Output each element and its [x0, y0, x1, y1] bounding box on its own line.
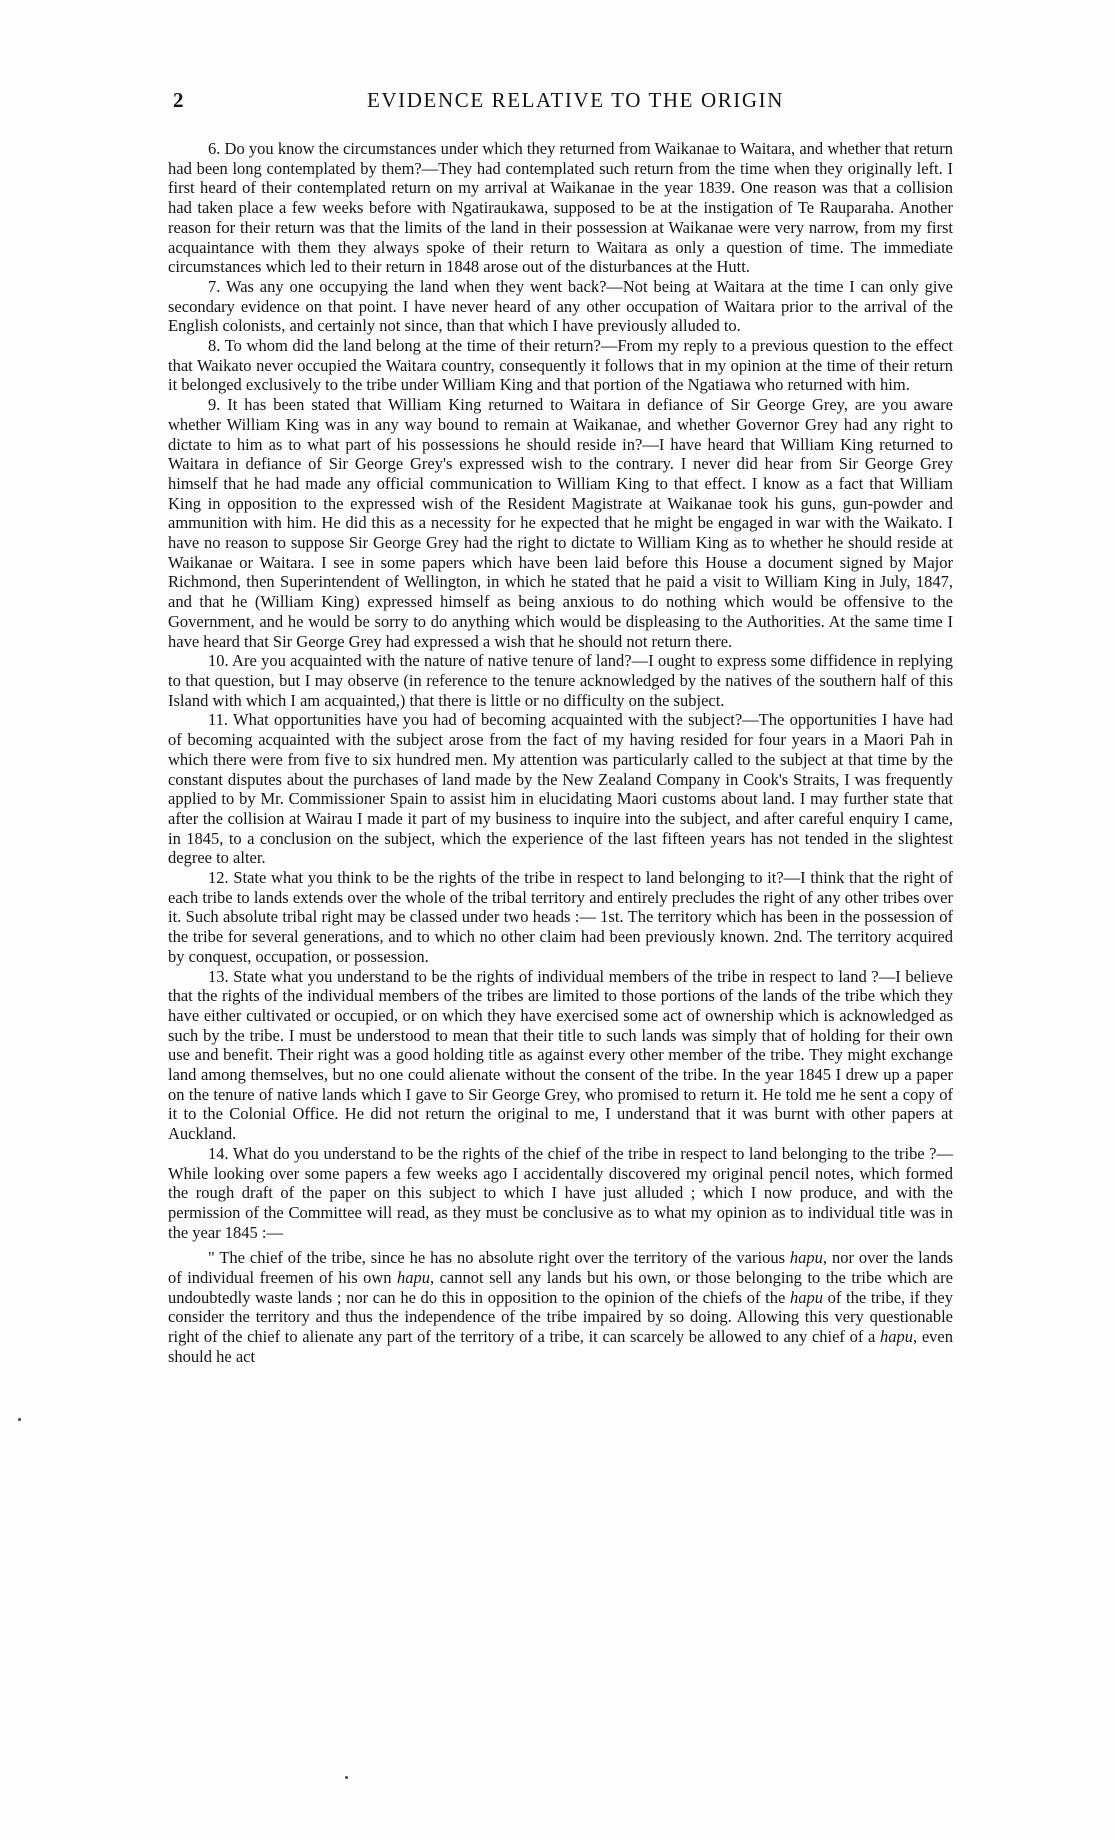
quote-italic-term: hapu	[397, 1268, 430, 1288]
quote-italic-term: hapu	[789, 1248, 823, 1268]
quote-text: , even should he act	[168, 1327, 954, 1366]
question-answer-paragraph: 12. State what you think to be the rights of the tribe in respect to land belonging to it?—I think that the right of each tribe to lands extends over the whole of the tribal territory and entirely precludes the right of any other tribes over it. Such absolute tribal right may be classed under two heads :— 1st. The territory which has been in the possession of the tribe for several generations, and to which no other claim had been previously known. 2nd. The territory acquired by conquest, occupation, or possession.	[168, 868, 953, 966]
question-answer-paragraph: 14. What do you understand to be the rights of the chief of the tribe in respect to land belonging to the tribe ?—While looking over some papers a few weeks ago I accidentally discovered my original pencil notes, which formed the rough draft of the paper on this subject to which I have just alluded ; which I now produce, and with the permission of the Committee will read, as they must be conclusive as to what my opinion as to individual title was in the year 1845 :—	[168, 1143, 953, 1242]
question-answer-paragraph: 7. Was any one occupying the land when they went back?—Not being at Waitara at the time I can only give secondary evidence on that point. I have never heard of any other occupation of Waitara prior to the arrival of the English colonists, and certainly not since, than that which I have previously alluded to.	[168, 276, 953, 336]
scan-speck	[18, 1418, 21, 1421]
quote-text: " The chief of the tribe, since he has no absolute right over the territory of the various	[208, 1248, 790, 1268]
question-answer-paragraph: 9. It has been stated that William King returned to Waitara in defiance of Sir George Grey, are you aware whether William King was in any way bound to remain at Waikanae, and whether Governor Grey had any right to dictate to him as to what part of his possessions he should reside in?—I have heard that William King returned to Waitara in defiance of Sir George Grey's expressed wish to the contrary. I never did hear from Sir George Grey himself that he had made any official communication to William King to that effect. I know as a fact that William King in opposition to the expressed wish of the Resident Magistrate at Waikanae took his guns, gun-powder and ammunition with him. He did this as a necessity for he expected that he might be engaged in war with the Waikato. I have no reason to suppose Sir George Grey had the right to dictate to William King as to whether he should reside at Waikanae or Waitara. I see in some papers which have been laid before this House a document signed by Major Richmond, then Superintendent of Wellington, in which he stated that he paid a visit to William King in July, 1847, and that he (William King) expressed himself as being anxious to do nothing which would be offensive to the Government, and he would be sorry to do anything which would be displeasing to the Authorities. At the same time I have heard that Sir George Grey had expressed a wish that he should not return there.	[168, 395, 953, 651]
quote-text: , nor over the lands of individual freemen of his own	[168, 1248, 953, 1288]
quoted-pencil-notes	[168, 1248, 953, 1366]
quote-text: of the tribe, if they consider the territory and thus the independence of the tribe impaired by so doing. Allowing this very questionable right of the chief to alienate any part of the territory of a tribe, it can scarcely be allowed to any chief of a	[168, 1287, 953, 1347]
quote-italic-term: hapu	[789, 1287, 823, 1307]
page-number: 2	[173, 88, 184, 112]
scan-speck	[345, 1776, 348, 1779]
question-answer-paragraph: 10. Are you acquainted with the nature of native tenure of land?—I ought to express some diffidence in replying to that question, but I may observe (in reference to the tenure acknowledged by the natives of the southern half of this Island with which I am acquainted,) that there is little or no difficulty on the subject.	[168, 651, 953, 710]
question-answer-paragraph: 11. What opportunities have you had of becoming acquainted with the subject?—The opportunities I have had of becoming acquainted with the subject arose from the fact of my having resided for four years in a Maori Pah in which there were from five to six hundred men. My attention was particularly called to the subject at that time by the constant disputes about the purchases of land made by the New Zealand Company in Cook's Straits, I was frequently applied to by Mr. Commissioner Spain to assist him in elucidating Maori customs about land. I may further state that after the collision at Wairau I made it part of my business to inquire into the subject, and after careful enquiry I came, in 1845, to a conclusion on the subject, which the experience of the last fifteen years has not tended in the slightest degree to alter.	[168, 710, 953, 868]
quote-text: , cannot sell any lands but his own, or those belonging to the tribe which are undoubtedly waste lands ; nor can he do this in opposition to the opinion of the chiefs of the	[168, 1268, 953, 1307]
running-title: EVIDENCE RELATIVE TO THE ORIGIN	[366, 88, 785, 112]
question-answer-paragraph: 8. To whom did the land belong at the time of their return?—From my reply to a previous question to the effect that Waikato never occupied the Waitara country, consequently it follows that in my opinion at the time of their return it belonged exclusively to the tribe under William King and that portion of the Ngatiawa who returned with him.	[168, 336, 953, 395]
quote-italic-term: hapu	[880, 1327, 914, 1347]
question-answer-paragraph: 13. State what you understand to be the rights of individual members of the tribe in respect to land ?—I believe that the rights of the individual members of the tribes are limited to those portions of the lands of the tribe which they have either cultivated or occupied, or on which they have exercised some act of ownership which is acknowledged as such by the tribe. I must be understood to mean that their title to such lands was simply that of holding for their own use and benefit. Their right was a good holding title as against every other member of the tribe. They might exchange land among themselves, but no one could alienate without the consent of the tribe. In the year 1845 I drew up a paper on the tenure of native lands which I gave to Sir George Grey, who promised to return it. He told me he sent a copy of it to the Colonial Office. He did not return the original to me, I understand that it was burnt with other papers at Auckland.	[168, 966, 953, 1144]
question-answer-paragraph: 6. Do you know the circumstances under which they returned from Waikanae to Waitara, and whether that return had been long contemplated by them?—They had contemplated such return from the time when they originally left. I first heard of their contemplated return on my arrival at Waikanae in the year 1839. One reason was that a collision had taken place a few weeks before with Ngatiraukawa, supposed to be at the instigation of Te Rauparaha. Another reason for their return was that the limits of the land in their possession at Waikanae were very narrow, from my first acquaintance with them they always spoke of their return to Waitara as only a question of time. The immediate circumstances which led to their return in 1848 arose out of the disturbances at the Hutt.	[168, 139, 953, 277]
evidence-body	[168, 139, 953, 1367]
page-header	[168, 88, 953, 124]
